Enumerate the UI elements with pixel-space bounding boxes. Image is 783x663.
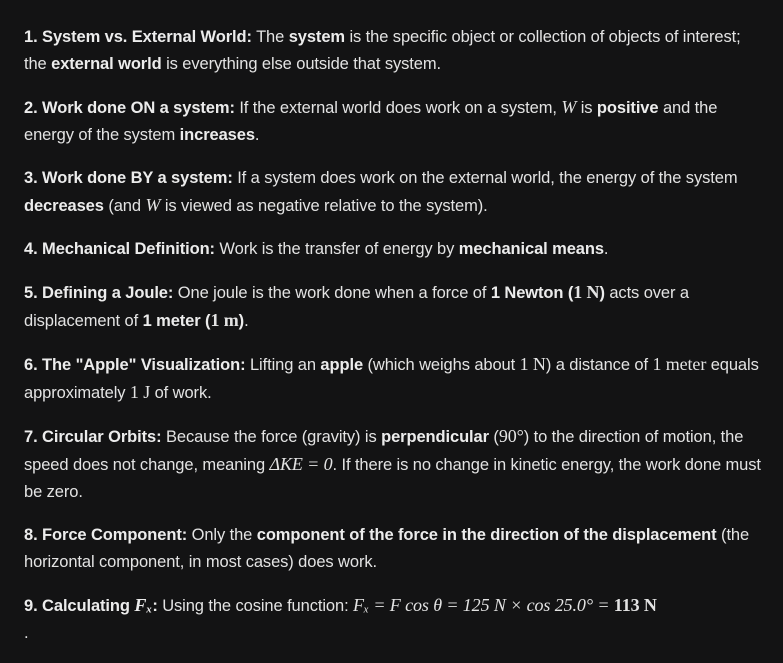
math-expression: 1 N: [573, 282, 600, 302]
list-item: 9. Calculating Fₓ: Using the cosine function: Fₓ = F cos θ = 125 N × cos 25.0° = 113 N .: [24, 595, 657, 642]
item-title: 8. Force Component:: [24, 526, 188, 544]
list-item: 5. Defining a Joule: One joule is the work done when a force of 1 Newton (1 N) acts over a displacement of 1 meter (1 m).: [24, 282, 689, 330]
math-expression: ΔKE = 0: [269, 454, 333, 474]
item-title: 5. Defining a Joule:: [24, 284, 174, 302]
math-expression: Fₓ = F cos θ = 125 N × cos 25.0° =: [353, 595, 614, 615]
math-expression: 113 N: [613, 595, 657, 615]
item-title: 7. Circular Orbits:: [24, 428, 162, 446]
list-item: 1. System vs. External World: The system is the specific object or collection of objects of interest; the external world is everything else outside that system.: [24, 28, 741, 73]
math-expression: 1 J: [129, 382, 151, 402]
item-title: 6. The "Apple" Visualization:: [24, 356, 246, 374]
item-title: 4. Mechanical Definition:: [24, 240, 215, 258]
item-title: 3. Work done BY a system:: [24, 169, 233, 187]
list-item: 3. Work done BY a system: If a system does work on the external world, the energy of the system decreases (and W is viewed as negative relative to the system).: [24, 169, 738, 215]
list-item: 6. The "Apple" Visualization: Lifting an apple (which weighs about 1 N) a distance of 1 meter equals approximately 1 J of work.: [24, 354, 759, 402]
list-item: 8. Force Component: Only the component of the force in the direction of the displacement (the horizontal component, in most cases) does work.: [24, 526, 750, 571]
math-expression: 90°: [498, 426, 524, 446]
math-expression: 1 N: [519, 354, 546, 374]
list-item: 4. Mechanical Definition: Work is the transfer of energy by mechanical means.: [24, 240, 609, 258]
answer-body: [24, 24, 764, 663]
math-expression: 1 meter: [652, 354, 707, 374]
item-title: 9. Calculating Fₓ:: [24, 595, 158, 615]
math-expression: 1 m: [210, 310, 239, 330]
item-title: 2. Work done ON a system:: [24, 99, 235, 117]
list-item: 2. Work done ON a system: If the external world does work on a system, W is positive and the energy of the system increases.: [24, 97, 718, 144]
math-symbol: W: [561, 97, 577, 117]
item-title: 1. System vs. External World:: [24, 28, 252, 46]
list-item: 7. Circular Orbits: Because the force (gravity) is perpendicular (90°) to the direction of motion, the speed does not change, meaning ΔKE = 0. If there is no change in kinetic energy, the work done must be zero.: [24, 426, 761, 501]
math-symbol: W: [145, 195, 161, 215]
math-symbol: Fₓ: [134, 595, 153, 615]
